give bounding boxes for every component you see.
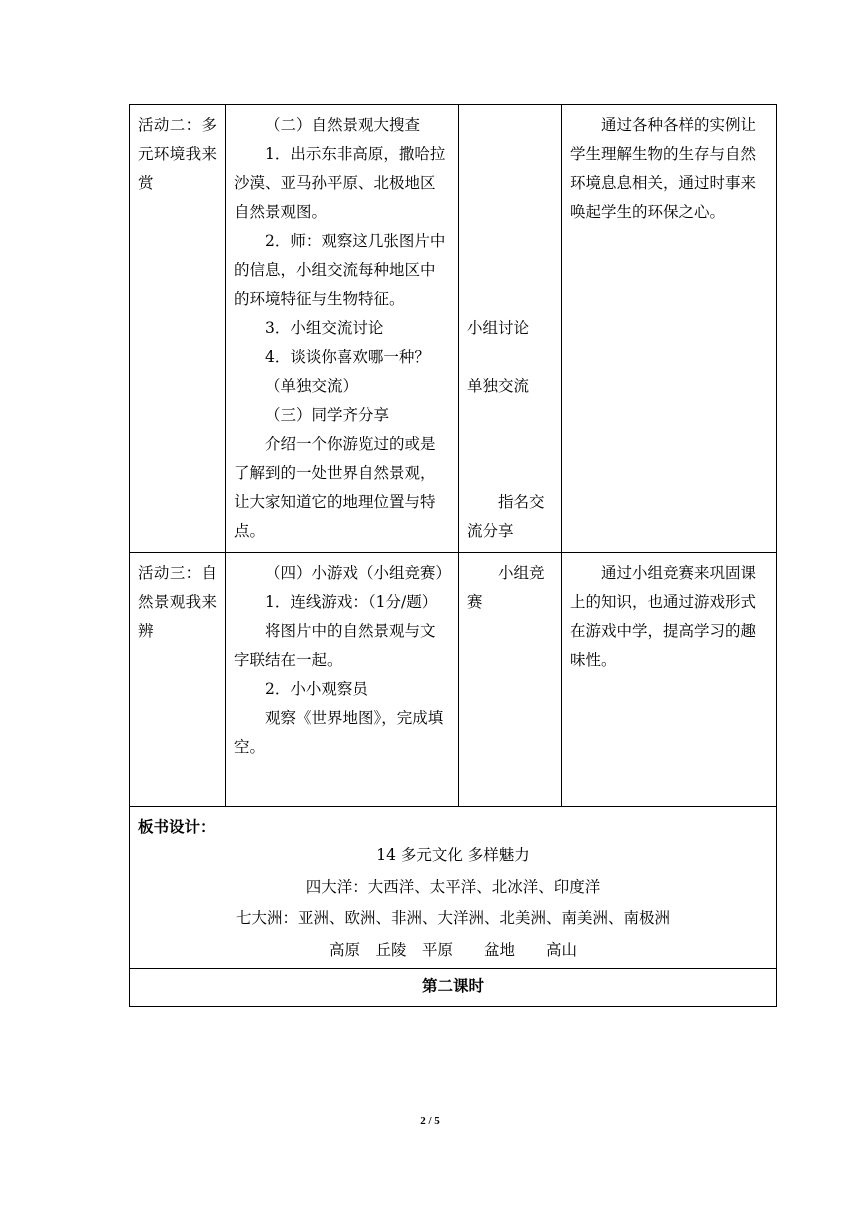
spacer: [467, 343, 553, 372]
student-activity-line: 指名交流分享: [467, 493, 545, 540]
content-line: （四）小游戏（小组竞赛）: [265, 564, 452, 582]
student-activity-cell: [459, 553, 562, 807]
activity-title: 活动二：多元环境我来赏: [138, 116, 217, 192]
content-line: 观察《世界地图》，完成填空。: [234, 709, 444, 756]
purpose-cell: [562, 105, 777, 553]
activity-cell: [130, 553, 226, 807]
page-number: 2 / 5: [420, 1115, 440, 1127]
board-line: 14 多元文化 多样魅力: [376, 846, 530, 864]
spacer: [467, 401, 553, 488]
student-activity-line: 小组讨论: [467, 319, 530, 337]
content-line: 将图片中的自然景观与文字联结在一起。: [234, 622, 436, 669]
content-line: 3．小组交流讨论: [265, 319, 384, 337]
content-line: （二）自然景观大搜查: [265, 116, 421, 134]
section-heading: 第二课时: [130, 969, 777, 1007]
content-line: 2．师：观察这几张图片中的信息，小组交流每种地区中的环境特征与生物特征。: [234, 232, 446, 308]
purpose-cell: [562, 553, 777, 807]
board-design-label: 板书设计：: [138, 817, 216, 836]
activity-title: 活动三：自然景观我来辨: [138, 564, 217, 640]
content-line: 1．出示东非高原，撒哈拉沙漠、亚马孙平原、北极地区自然景观图。: [234, 145, 446, 221]
board-design-cell: [130, 807, 777, 969]
content-line: 介绍一个你游览过的或是了解到的一处世界自然景观，让大家知道它的地理位置与特点。: [234, 435, 436, 540]
content-line: 1．连线游戏：（1分/题）: [265, 593, 438, 611]
spacer: [467, 111, 553, 314]
board-line: 七大洲：亚洲、欧洲、非洲、大洋洲、北美洲、南美洲、南极洲: [235, 909, 670, 927]
content-cell: [226, 553, 459, 807]
student-activity-cell: [459, 105, 562, 553]
student-activity-line: 单独交流: [467, 377, 530, 395]
section-heading-row: [130, 969, 777, 1007]
purpose-text: 通过小组竞赛来巩固课上的知识，也通过游戏形式在游戏中学，提高学习的趣味性。: [570, 564, 757, 669]
table-row: [130, 553, 777, 807]
content-line: 2．小小观察员: [265, 680, 368, 698]
activity-cell: [130, 105, 226, 553]
lesson-plan-table: [129, 104, 777, 1007]
content-cell: [226, 105, 459, 553]
board-design-row: [130, 807, 777, 969]
content-line: （单独交流）: [265, 377, 359, 395]
student-activity-line: 小组竞赛: [467, 564, 545, 611]
purpose-text: 通过各种各样的实例让学生理解生物的生存与自然环境息息相关，通过时事来唤起学生的环保之心。: [570, 116, 757, 221]
board-line: 四大洋：大西洋、太平洋、北冰洋、印度洋: [305, 877, 601, 896]
content-line: （三）同学齐分享: [265, 406, 390, 424]
table-row: [130, 105, 777, 553]
content-line: 4．谈谈你喜欢哪一种？: [265, 348, 430, 366]
board-line: 高原 丘陵 平原 盆地 高山: [328, 940, 577, 959]
